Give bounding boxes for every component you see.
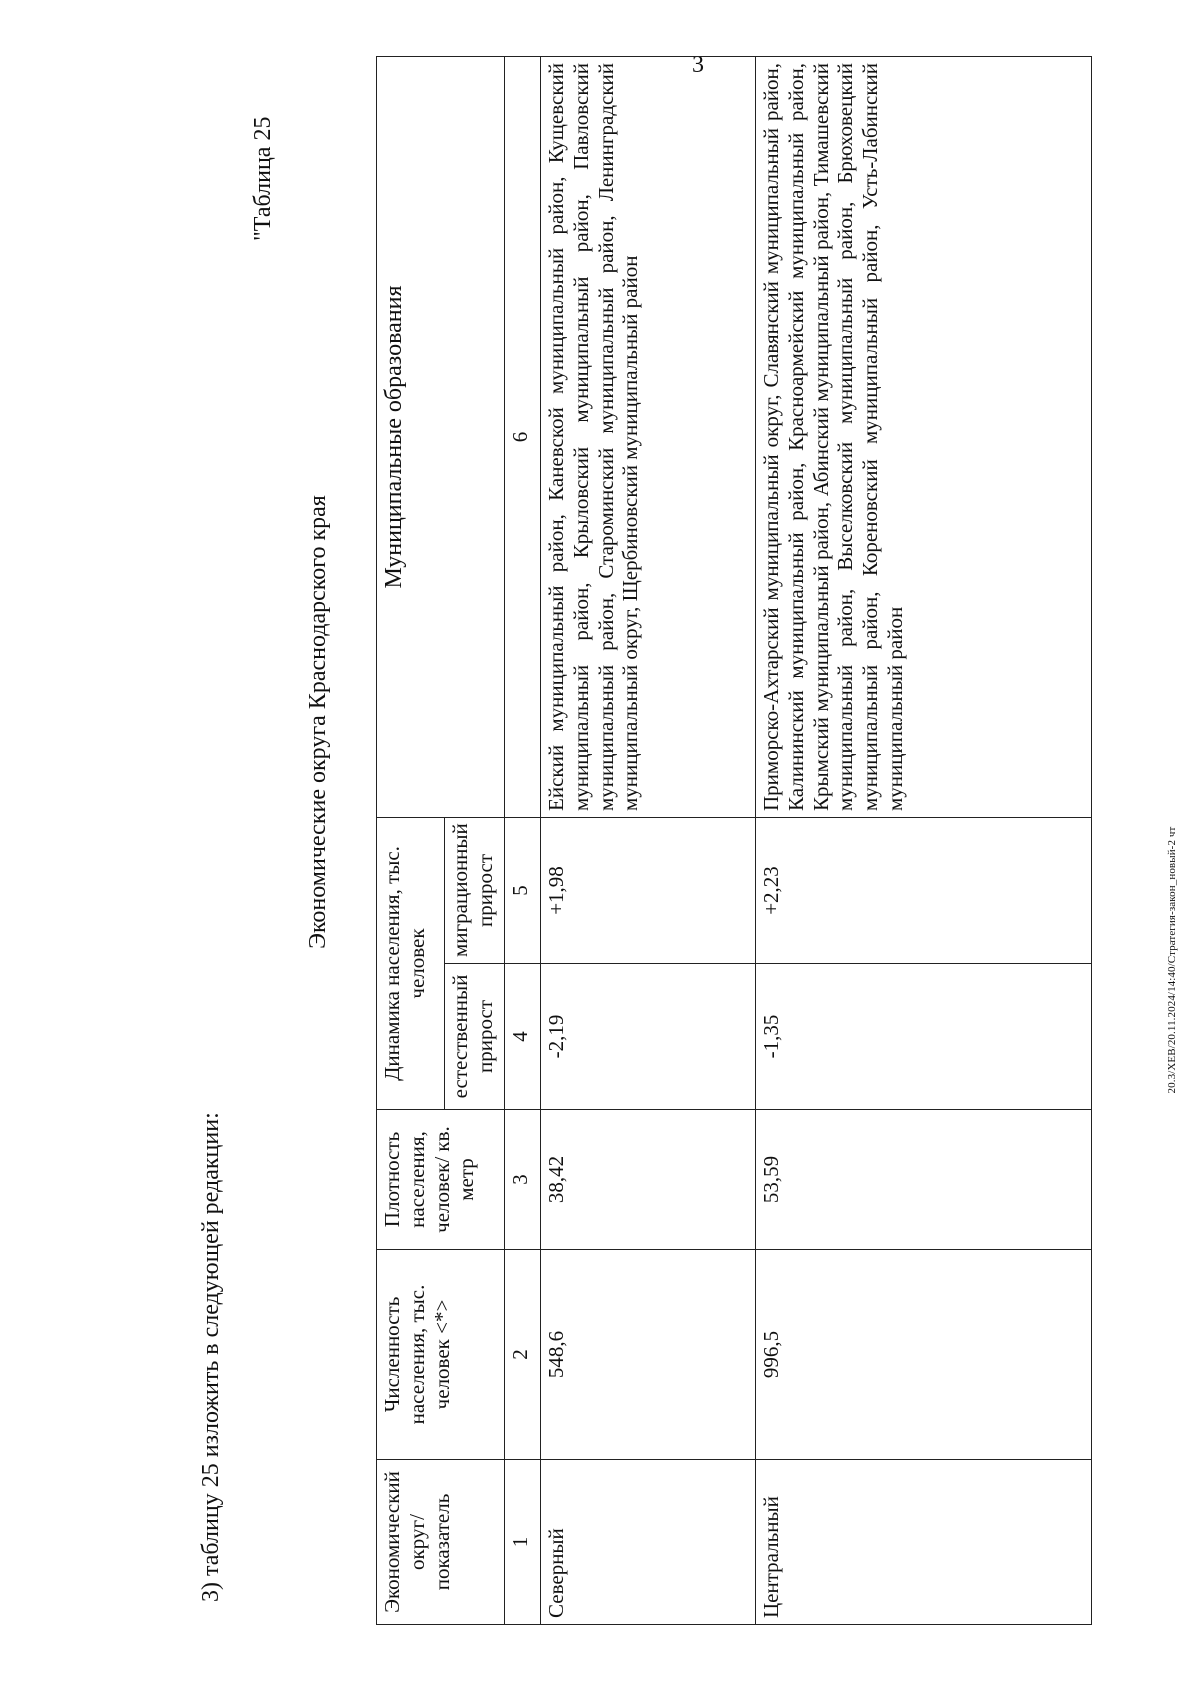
- column-number: 5: [505, 817, 541, 963]
- column-number: 4: [505, 964, 541, 1110]
- economic-districts-table: [376, 56, 1092, 1625]
- district-cell: Северный: [541, 1460, 756, 1625]
- page-number: 3: [692, 52, 704, 78]
- header-migration-growth: миграционный прирост: [445, 817, 505, 963]
- column-number: 1: [505, 1460, 541, 1625]
- municipalities-cell: Ейский муниципальный район, Каневской муниципальный район, Кущевский муниципальный район, Крыловский муниципальный район, Павловский муниципальный район, Староминский муниципальный район, Ленинградский муниципальный округ, Щербиновский муниципальный район: [541, 56, 756, 817]
- table-caption: "Таблица 25: [250, 116, 276, 241]
- header-density: Плотность населения, человек/ кв. метр: [377, 1110, 505, 1250]
- column-number: 2: [505, 1250, 541, 1460]
- natural-growth-cell: -2,19: [541, 964, 756, 1110]
- intro-paragraph: 3) таблицу 25 изложить в следующей редакции:: [198, 1112, 224, 1602]
- density-cell: 53,59: [756, 1110, 1092, 1250]
- density-cell: 38,42: [541, 1110, 756, 1250]
- district-cell: Центральный: [756, 1460, 1092, 1625]
- header-population: Численность населения, тыс. человек <*>: [377, 1250, 505, 1460]
- migration-growth-cell: +2,23: [756, 817, 1092, 963]
- column-number: 6: [505, 56, 541, 817]
- column-number-row: [505, 56, 541, 1624]
- table-row: [541, 56, 756, 1624]
- municipalities-cell: Приморско-Ахтарский муниципальный округ, Славянский муниципальный район, Калининский муниципальный район, Красноармейский муниципальный район, Крымский муниципальный район, Абинский муниципальный район, Тимашевский муниципальный район, Выселковский муниципальный район, Брюховецкий муниципальный район, Кореновский муниципальный район, Усть-Лабинский муниципальный район: [756, 56, 1092, 817]
- population-cell: 996,5: [756, 1250, 1092, 1460]
- header-dynamics: Динамика населения, тыс. человек: [377, 817, 445, 1109]
- column-number: 3: [505, 1110, 541, 1250]
- header-row: [377, 56, 445, 1624]
- natural-growth-cell: -1,35: [756, 964, 1092, 1110]
- table-title: Экономические округа Краснодарского края: [305, 495, 331, 949]
- document-footer-stamp: 20.3/ХЕВ/20.11.2024/14:40/Стратегия-закон_новый-2 чт: [1166, 826, 1178, 1094]
- header-district: Экономический округ/показатель: [377, 1460, 505, 1625]
- population-cell: 548,6: [541, 1250, 756, 1460]
- migration-growth-cell: +1,98: [541, 817, 756, 963]
- table-row: [756, 56, 1092, 1624]
- header-municipalities: Муниципальные образования: [377, 56, 505, 817]
- header-natural-growth: естественный прирост: [445, 964, 505, 1110]
